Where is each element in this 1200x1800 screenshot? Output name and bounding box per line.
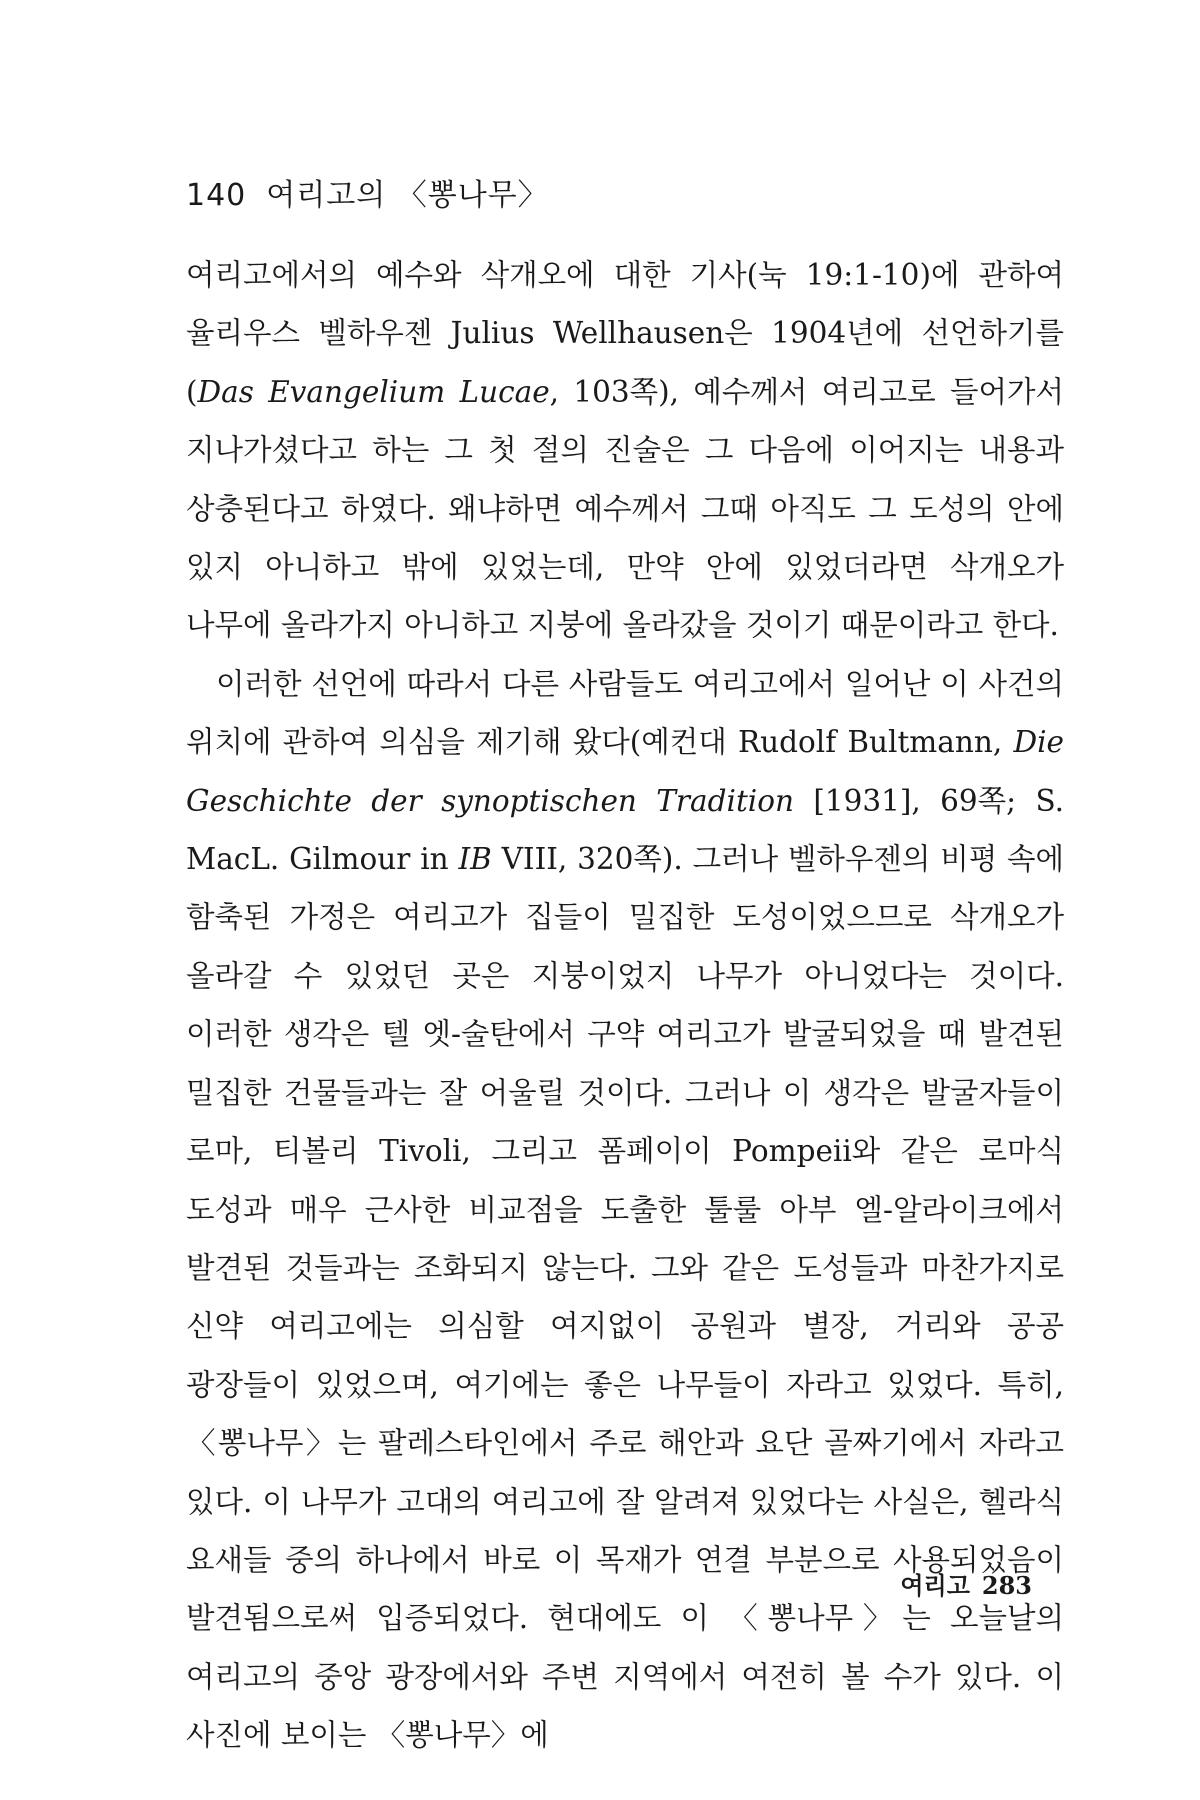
paragraph-1-text-a: 여리고에서의 예수와 삭개오에 대한 기사(눅 19:1-10)에 관하여 율리우스 벨하우젠 Julius Wellhausen은 1904년에 선언하기를( — [186, 258, 1064, 409]
header-page-number: 140 — [186, 178, 247, 213]
citation-ib: IB — [458, 842, 492, 877]
citation-das-evangelium-lucae: Das Evangelium Lucae — [197, 374, 550, 409]
page-footer — [900, 1566, 1032, 1601]
paragraph-2-text-a: 이러한 선언에 따라서 다른 사람들도 여리고에서 일어난 이 사건의 위치에 관하여 의심을 제기해 왔다(예컨대 Rudolf Bultmann, — [186, 666, 1064, 760]
paragraph-1 — [186, 246, 1064, 655]
paragraph-1-text-b: , 103쪽), 예수께서 여리고로 들어가서 지나가셨다고 하는 그 첫 절의 진술은 그 다음에 이어지는 내용과 상충된다고 하였다. 왜냐하면 예수께서 그때 아직도 그 도성의 안에 있지 아니하고 밖에 있었는데, 만약 안에 있었더라면 삭개오가 나무에 올라가지 아니하고 지붕에 올라갔을 것이기 때문이라고 한다. — [186, 374, 1064, 643]
footer-label: 여리고 — [900, 1572, 970, 1600]
running-head — [186, 170, 549, 214]
header-title: 여리고의 〈뽕나무〉 — [266, 178, 549, 213]
body-text — [186, 246, 1064, 1765]
citation-die-geschichte: Die Geschichte der synoptischen Tradition — [186, 725, 1064, 818]
footer-page-number: 283 — [981, 1571, 1032, 1600]
paragraph-2-text-c: VIII, 320쪽). 그러나 벨하우젠의 비평 속에 함축된 가정은 여리고가 집들이 밀집한 도성이었으므로 삭개오가 올라갈 수 있었던 곳은 지붕이었지 나무가 아니었다는 것이다. 이러한 생각은 텔 엣-술탄에서 구약 여리고가 발굴되었을 때 발견된 밀집한 건물들과는 잘 어울릴 것이다. 그러나 이 생각은 발굴자들이 로마, 티볼리 Tivoli, 그리고 폼페이이 Pompeii와 같은 로마식 도성과 매우 근사한 비교점을 도출한 툴룰 아부 엘-알라이크에서 발견된 것들과는 조화되지 않는다. 그와 같은 도성들과 마찬가지로 신약 여리고에는 의심할 여지없이 공원과 별장, 거리와 공공 광장들이 있었으며, 여기에는 좋은 나무들이 자라고 있었다. 특히, 〈뽕나무〉는 팔레스타인에서 주로 해안과 요단 골짜기에서 자라고 있다. 이 나무가 고대의 여리고에 잘 알려져 있었다는 사실은, 헬라식 요새들 중의 하나에서 바로 이 목재가 연결 부분으로 사용되었음이 발견됨으로써 입증되었다. 현대에도 이 〈뽕나무〉는 오늘날의 여리고의 중앙 광장에서와 주변 지역에서 여전히 볼 수가 있다. 이 사진에 보이는 〈뽕나무〉에 — [186, 842, 1065, 1753]
paragraph-2-text-b: [1931], 69쪽; S. MacL. Gilmour in — [186, 783, 1064, 877]
